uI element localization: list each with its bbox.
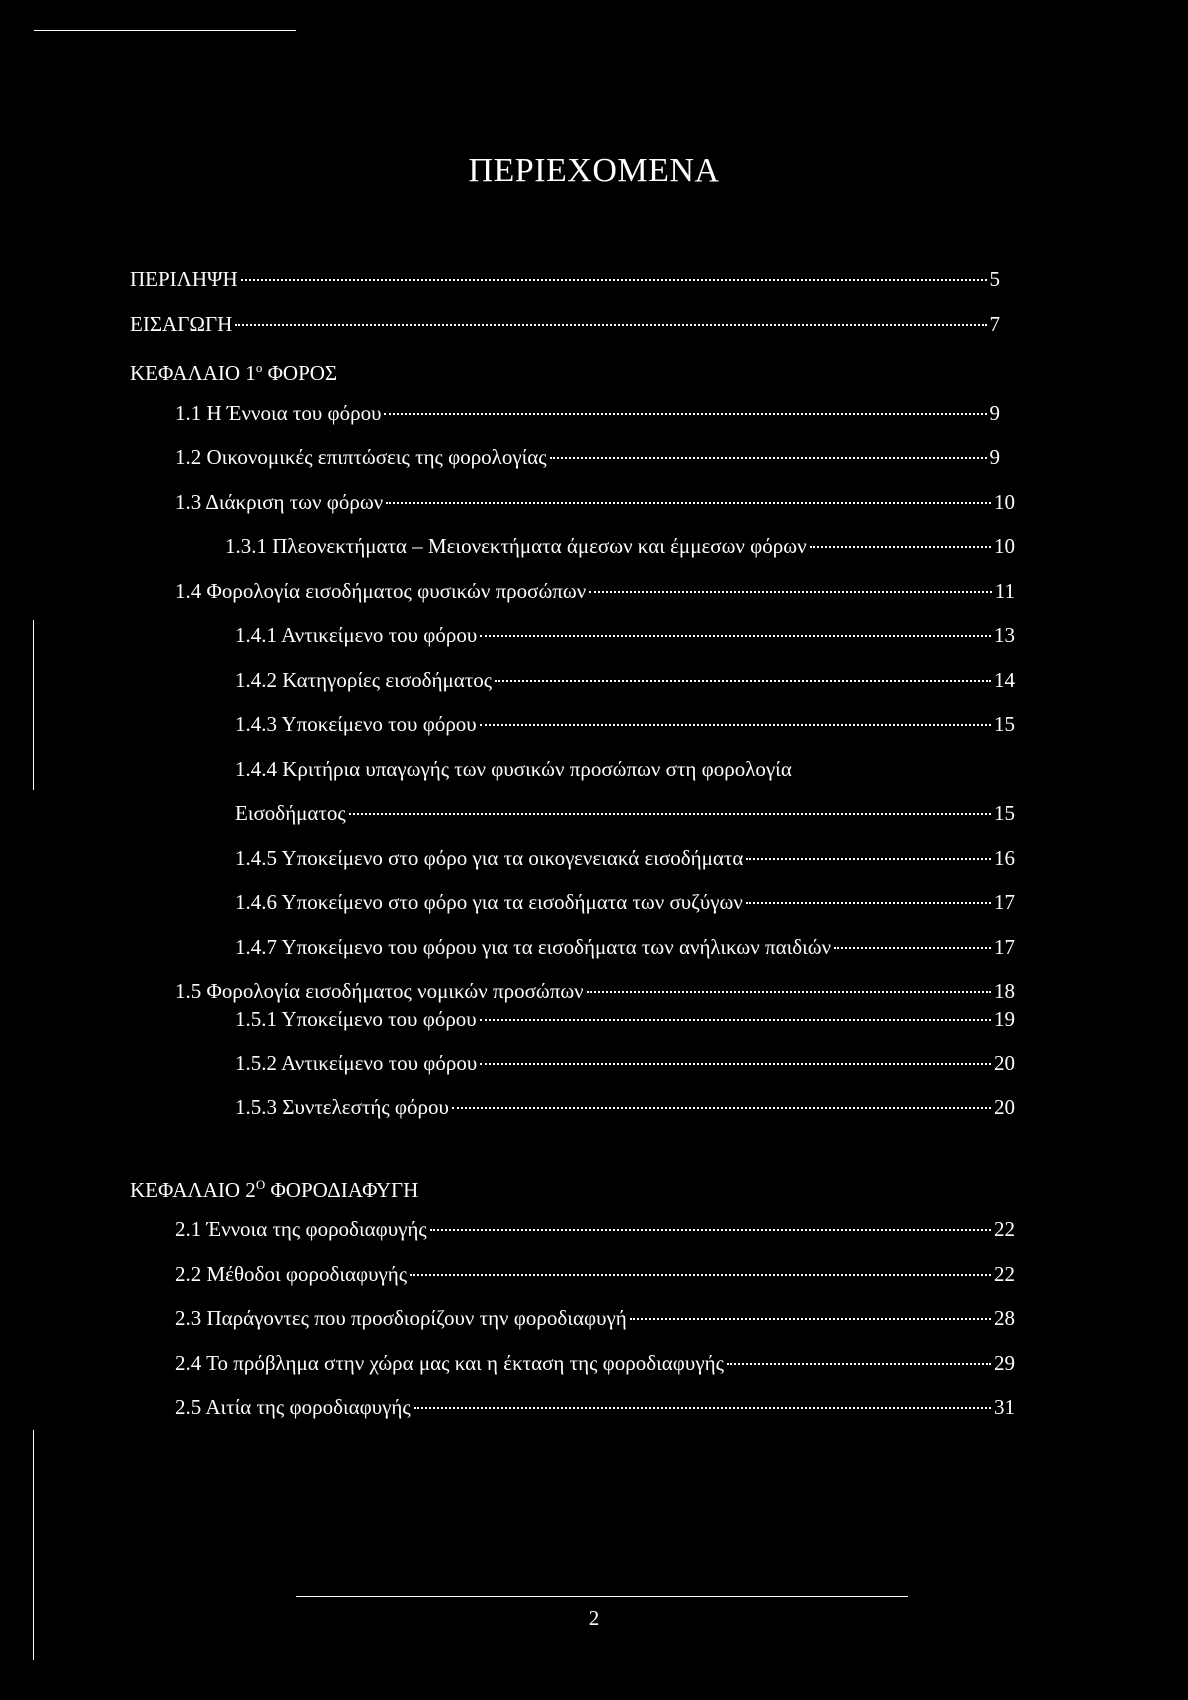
- toc-entry[interactable]: [235, 1004, 1015, 1034]
- toc-entry-page: 19: [994, 1007, 1015, 1031]
- toc-entry-page: 7: [989, 312, 1000, 336]
- toc-entry-title: 1.3.1 Πλεονεκτήματα – Μειονεκτήματα άμεσων και έμμεσων φόρων: [225, 534, 807, 558]
- margin-line: [33, 620, 34, 790]
- toc-entry-page: 9: [989, 401, 1000, 425]
- toc-entry-title: 2.1 Έννοια της φοροδιαφυγής: [175, 1217, 427, 1241]
- toc-entry-title: 2.5 Αιτία της φοροδιαφυγής: [175, 1395, 411, 1419]
- page-number: 2: [588, 1606, 600, 1630]
- toc-entry-page: 13: [994, 623, 1015, 647]
- toc-entry-title: 1.5.2 Αντικείμενο του φόρου: [235, 1051, 478, 1075]
- toc-entry[interactable]: [175, 487, 1015, 517]
- toc-entry-page: 10: [994, 534, 1015, 558]
- toc-entry-title: ΠΕΡΙΛΗΨΗ: [130, 267, 238, 291]
- toc-entry[interactable]: [175, 1259, 1015, 1289]
- toc-entry-title: Εισοδήματος: [235, 801, 346, 825]
- toc-entry-title: 1.2 Οικονομικές επιπτώσεις της φορολογίας: [175, 445, 547, 469]
- dot-leader: [834, 947, 991, 949]
- chapter-heading[interactable]: ΚΕΦΑΛΑΙΟ $2^O$ ΦΟΡΟΔΙΑΦΥΓΗ: [130, 1177, 419, 1202]
- dot-leader: [349, 813, 991, 815]
- toc-entry[interactable]: [175, 976, 1015, 1006]
- toc-entry-page: 31: [994, 1395, 1015, 1419]
- toc-entry-title: 1.5.1 Υποκείμενο του φόρου: [235, 1007, 477, 1031]
- dot-leader: [452, 1107, 991, 1109]
- dot-leader: [241, 279, 987, 281]
- toc-entry[interactable]: [235, 887, 1015, 917]
- toc-entry[interactable]: [225, 531, 1015, 561]
- toc-entry-page: 22: [994, 1217, 1015, 1241]
- toc-entry-title: 1.4.3 Υποκείμενο του φόρου: [235, 712, 477, 736]
- dot-leader: [480, 1019, 991, 1021]
- toc-entry-page: 5: [989, 267, 1000, 291]
- dot-leader: [630, 1318, 991, 1320]
- dot-leader: [810, 546, 991, 548]
- chapter-heading[interactable]: ΚΕΦΑΛΑΙΟ $1^o$ ΦΟΡΟΣ: [130, 360, 338, 385]
- toc-entry-title: 1.5.3 Συντελεστής φόρου: [235, 1095, 449, 1119]
- toc-entry-page: 29: [994, 1351, 1015, 1375]
- top-rule: [34, 30, 296, 31]
- toc-entry-page: 14: [994, 668, 1015, 692]
- toc-entry[interactable]: [235, 843, 1015, 873]
- toc-entry[interactable]: [130, 309, 1000, 339]
- dot-leader: [410, 1274, 991, 1276]
- toc-entry-page: 20: [994, 1051, 1015, 1075]
- toc-entry-page: 18: [994, 979, 1015, 1003]
- toc-entry-title: 2.4 Το πρόβλημα στην χώρα μας και η έκταση της φοροδιαφυγής: [175, 1351, 724, 1375]
- dot-leader: [235, 324, 986, 326]
- toc-entry[interactable]: [175, 442, 1000, 472]
- dot-leader: [746, 902, 991, 904]
- toc-entry-title: 2.2 Μέθοδοι φοροδιαφυγής: [175, 1262, 408, 1286]
- toc-entry[interactable]: [175, 1214, 1015, 1244]
- toc-entry[interactable]: [235, 620, 1015, 650]
- toc-entry[interactable]: [175, 1392, 1015, 1422]
- dot-leader: [384, 413, 986, 415]
- toc-entry-page: 17: [994, 890, 1015, 914]
- toc-entry[interactable]: [175, 398, 1000, 428]
- page-title: ΠΕΡΙΕΧΟΜΕΝΑ: [468, 152, 720, 189]
- toc-entry-title: 1.3 Διάκριση των φόρων: [175, 490, 384, 514]
- dot-leader: [587, 991, 991, 993]
- toc-entry-title: 1.4 Φορολογία εισοδήματος φυσικών προσώπων: [175, 579, 587, 603]
- toc-entry-title: 1.4.7 Υποκείμενο του φόρου για τα εισοδήματα των ανήλικων παιδιών: [235, 935, 832, 959]
- dot-leader: [746, 858, 991, 860]
- toc-entry-page: 11: [994, 579, 1015, 603]
- dot-leader: [495, 680, 991, 682]
- toc-entry-page: 20: [994, 1095, 1015, 1119]
- toc-entry-title: ΕΙΣΑΓΩΓΗ: [130, 312, 233, 336]
- dot-leader: [480, 724, 991, 726]
- toc-entry[interactable]: [235, 1048, 1015, 1078]
- toc-entry-page: 10: [994, 490, 1015, 514]
- toc-entry-page: 17: [994, 935, 1015, 959]
- toc-entry[interactable]: [235, 665, 1015, 695]
- dot-leader: [480, 635, 991, 637]
- dot-leader: [550, 457, 987, 459]
- toc-entry-page: 22: [994, 1262, 1015, 1286]
- toc-entry-page: 9: [989, 445, 1000, 469]
- dot-leader: [727, 1363, 991, 1365]
- toc-entry-page: 16: [994, 846, 1015, 870]
- dot-leader: [480, 1063, 991, 1065]
- toc-entry-page: 15: [994, 712, 1015, 736]
- dot-leader: [414, 1407, 991, 1409]
- toc-entry[interactable]: [175, 576, 1015, 606]
- toc-entry-title-line[interactable]: 1.4.4 Κριτήρια υπαγωγής των φυσικών προσώπων στη φορολογία: [235, 757, 792, 781]
- toc-entry[interactable]: [235, 798, 1015, 828]
- toc-entry[interactable]: [130, 264, 1000, 294]
- toc-entry-page: 28: [994, 1306, 1015, 1330]
- toc-entry-title: 1.4.1 Αντικείμενο του φόρου: [235, 623, 478, 647]
- toc-entry[interactable]: [175, 1303, 1015, 1333]
- dot-leader: [430, 1229, 991, 1231]
- toc-entry[interactable]: [235, 709, 1015, 739]
- toc-entry-title: 1.1 Η Έννοια του φόρου: [175, 401, 382, 425]
- dot-leader: [589, 591, 992, 593]
- toc-entry[interactable]: [175, 1348, 1015, 1378]
- footer-rule: [296, 1596, 908, 1597]
- toc-entry-title: 1.4.6 Υποκείμενο στο φόρο για τα εισοδήματα των συζύγων: [235, 890, 743, 914]
- dot-leader: [386, 502, 991, 504]
- toc-entry[interactable]: [235, 932, 1015, 962]
- toc-entry-page: 15: [994, 801, 1015, 825]
- toc-entry-title: 2.3 Παράγοντες που προσδιορίζουν την φοροδιαφυγή: [175, 1306, 627, 1330]
- toc-entry-title: 1.5 Φορολογία εισοδήματος νομικών προσώπων: [175, 979, 584, 1003]
- toc-entry-title: 1.4.2 Κατηγορίες εισοδήματος: [235, 668, 493, 692]
- toc-entry-title: 1.4.5 Υποκείμενο στο φόρο για τα οικογενειακά εισοδήματα: [235, 846, 744, 870]
- toc-entry[interactable]: [235, 1092, 1015, 1122]
